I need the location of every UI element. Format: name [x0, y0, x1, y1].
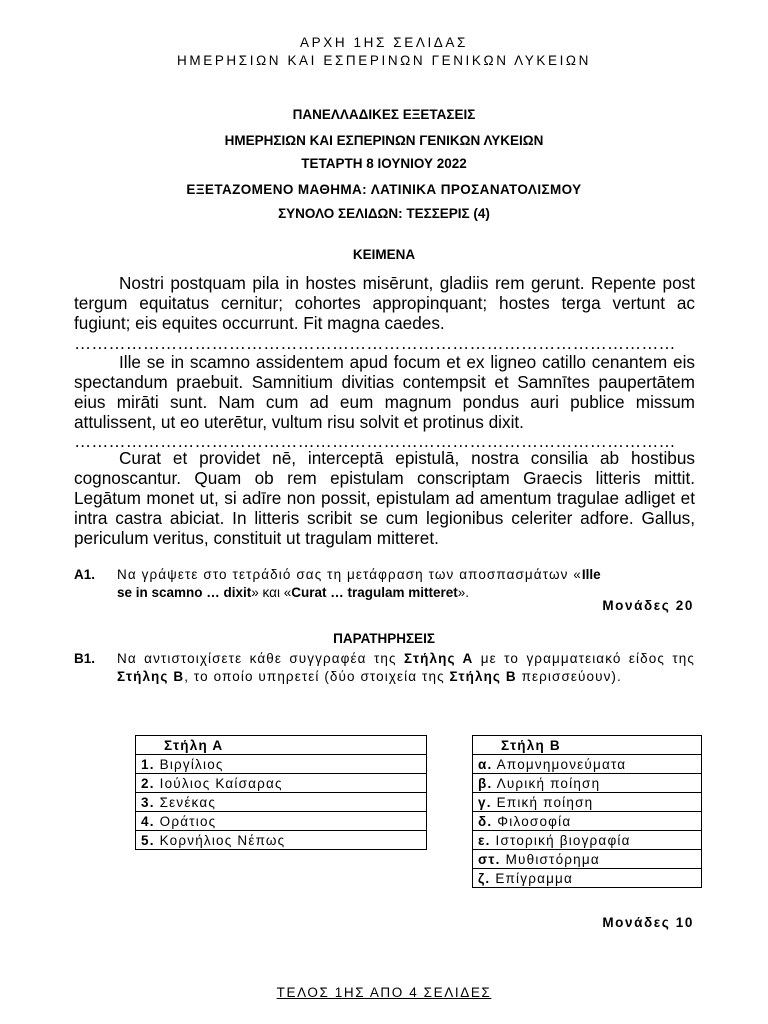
separator-dots-1: …………………………………………………………………………………………… — [74, 333, 676, 353]
question-b1-text — [117, 650, 695, 686]
a1-quote-1a: Ille — [581, 567, 601, 582]
column-b-item: ζ. Επίγραμμα — [473, 869, 702, 888]
a1-mid: » και « — [251, 585, 292, 600]
b1-marks: Μονάδες 10 — [602, 915, 694, 930]
table-row — [136, 869, 702, 888]
a1-intro: Να γράψετε στο τετράδιό σας τη μετάφραση των αποσπασμάτων « — [117, 567, 582, 582]
page-header-line-2: ΗΜΕΡΗΣΙΩΝ ΚΑΙ ΕΣΠΕΡΙΝΩΝ ΓΕΝΙΚΩΝ ΛΥΚΕΙΩΝ — [177, 53, 591, 68]
table-row — [136, 831, 702, 850]
page-footer: ΤΕΛΟΣ 1ΗΣ ΑΠΟ 4 ΣΕΛΙΔΕΣ — [276, 985, 492, 1000]
question-a1-text — [117, 566, 695, 602]
b1-column-b-ref-2: Στήλης Β — [449, 669, 517, 684]
column-a-item: 5. Κορνήλιος Νέπως — [136, 831, 427, 850]
table-row — [136, 774, 702, 793]
column-b-header: Στήλη Β — [473, 736, 702, 755]
table-row — [136, 812, 702, 831]
passage-2-text: Ille se in scamno assidentem apud focum et ex ligneo catillo cenantem eis spectandum praebuit. Samnitium divitias contempsit et Samnītes paupertātem eius mirāti sunt. Nam cum ad eum magnum pondus auri publice missum attulissent, ut eo uterētur, vultum risu solvit et protinus dixit. — [74, 352, 695, 432]
latin-passage-1 — [74, 273, 695, 333]
b1-text-1: Να αντιστοιχίσετε κάθε συγγραφέα της — [117, 651, 405, 666]
exam-title: ΠΑΝΕΛΛΑΔΙΚΕΣ ΕΞΕΤΑΣΕΙΣ — [292, 107, 476, 122]
latin-passage-2 — [74, 352, 695, 432]
column-b-item: στ. Μυθιστόρημα — [473, 850, 702, 869]
b1-text-3: , το οποίο υπηρετεί (δύο στοιχεία της — [184, 669, 450, 684]
column-a-header: Στήλη Α — [136, 736, 427, 755]
exam-page-count: ΣΥΝΟΛΟ ΣΕΛΙΔΩΝ: ΤΕΣΣΕΡΙΣ (4) — [278, 206, 490, 221]
column-b-item: ε. Ιστορική βιογραφία — [473, 831, 702, 850]
table-header-row — [136, 736, 702, 755]
passage-1-text: Nostri postquam pila in hostes misērunt, gladiis rem gerunt. Repente post tergum equitatus cernitur; cohortes appropinquant; hostes terga vertunt ac fugiunt; eis equites occurrunt. Fit magna caedes. — [74, 273, 695, 333]
question-b1-label: Β1. — [74, 651, 96, 666]
separator-dots-2: …………………………………………………………………………………………… — [74, 431, 676, 451]
table-row — [136, 850, 702, 869]
a1-marks: Μονάδες 20 — [602, 598, 694, 613]
column-a-item: 3. Σενέκας — [136, 793, 427, 812]
column-b-item: δ. Φιλοσοφία — [473, 812, 702, 831]
exam-date: ΤΕΤΑΡΤΗ 8 ΙΟΥΝΙΟΥ 2022 — [301, 156, 467, 171]
a1-quote-2: Curat … tragulam mitteret — [291, 585, 458, 600]
b1-text-4: περισσεύουν). — [516, 669, 622, 684]
matching-table — [135, 735, 702, 888]
table-row — [136, 793, 702, 812]
a1-end: ». — [457, 585, 470, 600]
b1-column-a-ref: Στήλης Α — [404, 651, 474, 666]
b1-column-b-ref: Στήλης Β — [117, 669, 185, 684]
latin-passage-3 — [74, 448, 695, 548]
passage-3-text: Curat et providet nē, interceptā epistulā, nostra consilia ab hostibus cognoscantur. Quam ob rem epistulam conscriptam Graecis litteris mittit. Legātum monet ut, si adīre non possit, epistulam ad amentum tragulae adliget et intra castra abiciat. In litteris scribit se cum legionibus celeriter adfore. Gallus, periculum veritus, constituit ut tragulam mitteret. — [74, 448, 695, 548]
exam-schools: ΗΜΕΡΗΣΙΩΝ ΚΑΙ ΕΣΠΕΡΙΝΩΝ ΓΕΝΙΚΩΝ ΛΥΚΕΙΩΝ — [224, 133, 544, 148]
column-b-item: β. Λυρική ποίηση — [473, 774, 702, 793]
column-a-item: 2. Ιούλιος Καίσαρας — [136, 774, 427, 793]
a1-quote-1b: se in scamno … dixit — [117, 585, 252, 600]
table-row — [136, 755, 702, 774]
column-a-item: 4. Οράτιος — [136, 812, 427, 831]
question-a1-label: Α1. — [74, 567, 96, 582]
column-b-item: γ. Επική ποίηση — [473, 793, 702, 812]
page-header-line-1: ΑΡΧΗ 1ΗΣ ΣΕΛΙΔΑΣ — [300, 35, 468, 50]
exam-subject: ΕΞΕΤΑΖΟΜΕΝΟ ΜΑΘΗΜΑ: ΛΑΤΙΝΙΚΑ ΠΡΟΣΑΝΑΤΟΛΙΣΜΟΥ — [186, 182, 582, 197]
column-b-item: α. Απομνημονεύματα — [473, 755, 702, 774]
column-a-item: 1. Βιργίλιος — [136, 755, 427, 774]
b1-text-2: με το γραμματειακό είδος της — [473, 651, 696, 666]
notes-heading: ΠΑΡΑΤΗΡΗΣΕΙΣ — [333, 631, 435, 646]
texts-heading: ΚΕΙΜΕΝΑ — [352, 247, 416, 262]
